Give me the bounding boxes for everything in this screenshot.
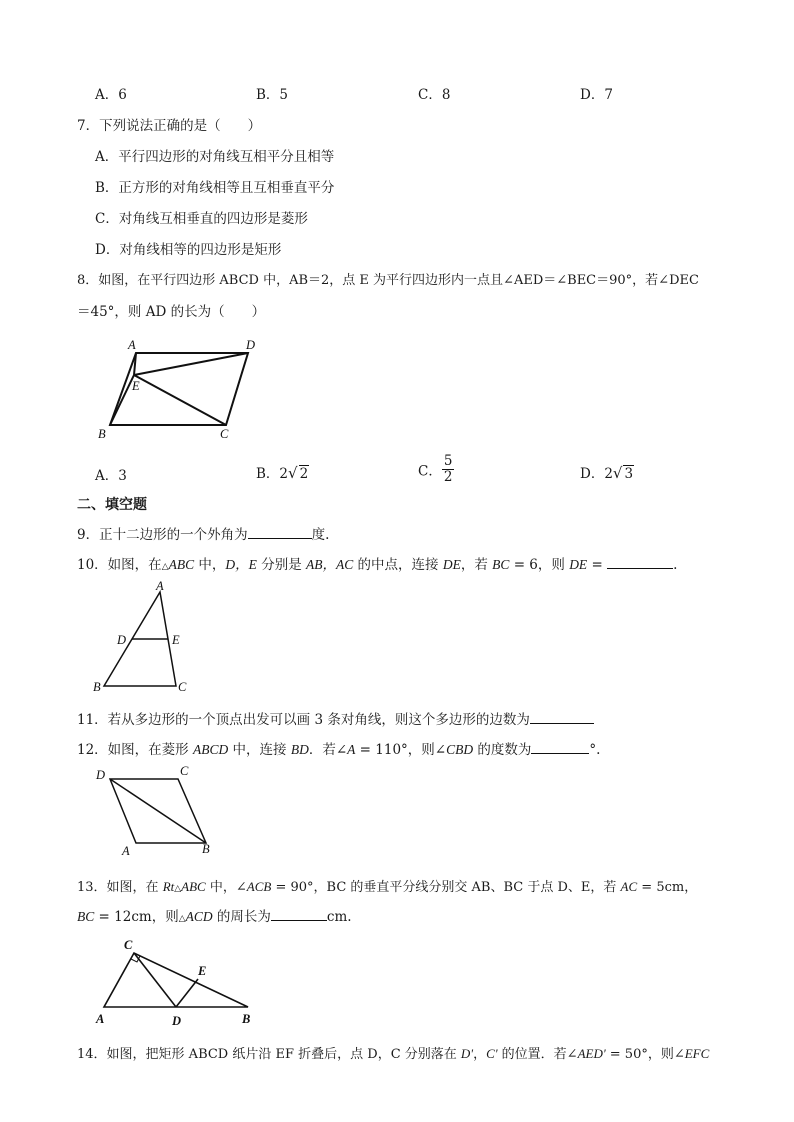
label-d: D [96,768,106,782]
q7-option-a: A．平行四边形的对角线互相平分且相等 [95,149,335,165]
triangle-outline [104,953,248,1007]
label-c: C [178,680,187,694]
label-a: A [122,844,130,858]
q10-stem: 10．如图，在△ABC 中，D，E 分别是 AB，AC 的中点，连接 DE，若 BC = 6，则 DE = . [77,557,678,573]
q12-stem: 12．如图，在菱形 ABCD 中，连接 BD．若∠A = 110°，则∠CBD 的度数为 °. [77,742,601,758]
q8-figure [90,335,280,449]
answer-blank[interactable] [531,741,589,754]
parallelogram-outline [110,353,248,425]
label-b: B [242,1012,251,1026]
parallelogram-abcd-diagram [90,335,280,445]
label-d: D [172,1014,182,1028]
label-c: C [124,938,133,952]
right-triangle-abc-diagram [90,935,270,1030]
q8-option-a: A．3 [95,468,127,484]
rhombus-abcd-diagram [88,763,228,863]
q9: 9．正十二边形的一个外角为 度. [77,527,330,543]
q8-stem-line2: ＝45°，则 AD 的长为（ ） [77,304,266,320]
label-c: C [180,764,189,778]
label-b: B [98,427,106,441]
answer-blank[interactable] [248,526,312,539]
answer-blank[interactable] [530,711,594,724]
segment-ec [134,375,226,425]
segment-ed [134,353,248,375]
q11: 11．若从多边形的一个顶点出发可以画 3 条对角线，则这个多边形的边数为 [77,708,594,728]
q13-stem-line1: 13．如图，在 Rt△ABC 中，∠ACB = 90°，BC 的垂直平分线分别交 AB、BC 于点 D、E，若 AC = 5cm， [77,879,698,895]
segment-be [110,375,134,425]
label-b: B [202,842,210,856]
q6-option-d: D．7 [580,87,613,103]
answer-blank[interactable] [271,908,327,921]
q8-option-b: B．2√ 2 [256,464,309,482]
q14-stem: 14．如图，把矩形 ABCD 纸片沿 EF 折叠后，点 D，C 分别落在 D'，C' 的位置．若∠AED' = 50°，则∠EFC [77,1046,710,1062]
q13-figure [90,935,270,1034]
q8-stem-line1: 8．如图，在平行四边形 ABCD 中，AB＝2，点 E 为平行四边形内一点且∠AED＝∠BEC＝90°，若∠DEC [77,273,699,288]
segment-cd [134,953,176,1007]
label-d: D [117,633,127,647]
q6-option-c: C．8 [418,87,451,103]
triangle-abc-midline-diagram [88,578,208,698]
label-a: A [156,579,164,593]
q7-option-d: D．对角线相等的四边形是矩形 [95,242,282,258]
fraction: $\frac{5}{2}$ [443,453,453,485]
label-d: D [246,338,256,352]
label-e: E [198,964,207,978]
q7-option-b: B．正方形的对角线相等且互相垂直平分 [95,180,335,196]
q12-figure [88,763,228,867]
q7-stem: 7．下列说法正确的是（ ） [77,118,262,134]
label-a: A [128,338,136,352]
q10-figure [88,578,208,702]
segment-de [176,979,198,1007]
label-c: C [220,427,229,441]
q13-stem-line2: BC = 12cm，则△ACD 的周长为 cm. [77,909,352,925]
q6-option-a: A．6 [95,87,127,103]
label-e: E [172,633,180,647]
label-a: A [96,1012,105,1026]
section-title: 二、填空题 [77,497,147,513]
label-e: E [132,379,140,393]
answer-blank[interactable] [607,556,673,569]
q6-option-b: B．5 [256,87,289,103]
label-b: B [93,680,101,694]
q8-option-c: C． $\frac{5}{2}$ [418,453,453,485]
q8-option-d: D．2√ 3 [580,464,634,482]
q7-option-c: C．对角线互相垂直的四边形是菱形 [95,211,308,227]
